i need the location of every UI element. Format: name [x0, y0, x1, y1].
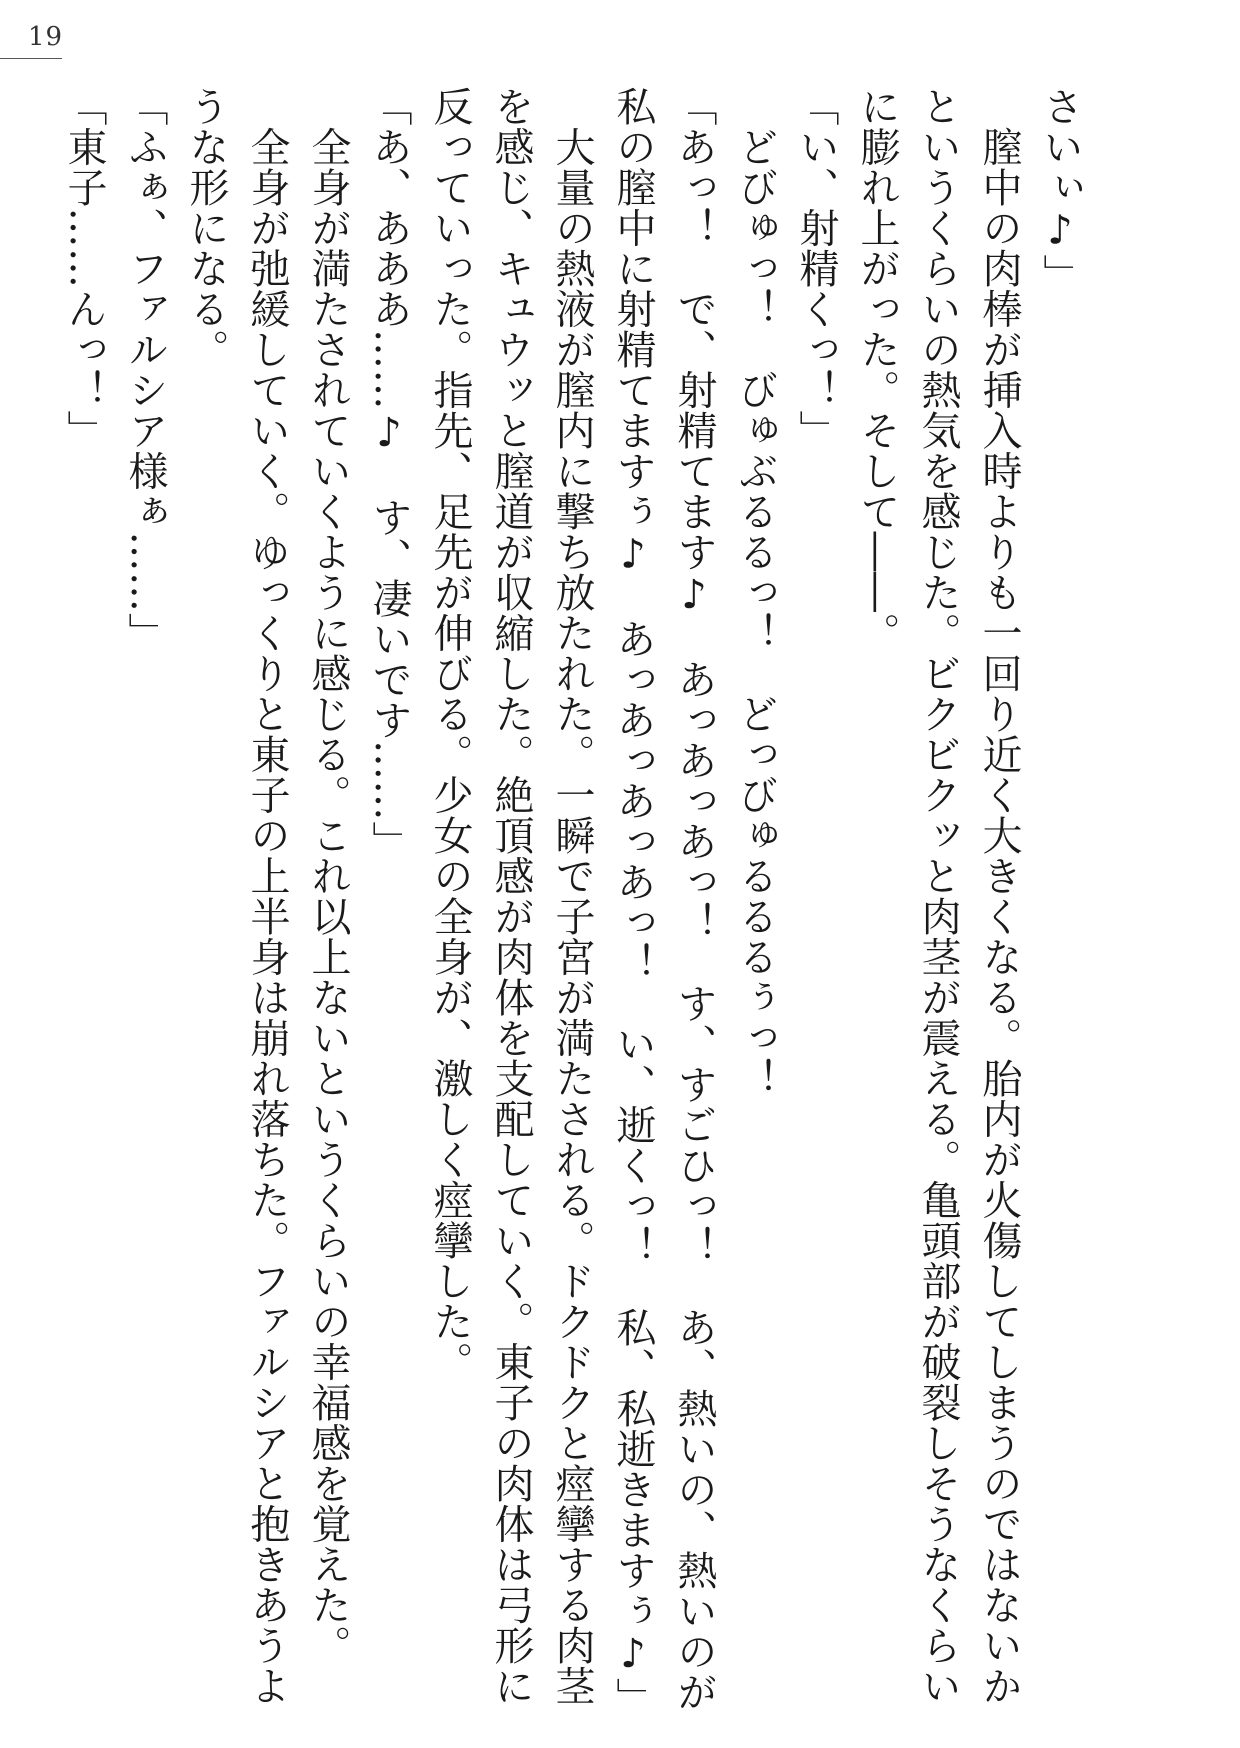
text-line: どびゅっ！ びゅぶるるっ！ どっびゅるるるぅっ！: [732, 86, 778, 1099]
text-line: 「い、射精くっ！」: [793, 86, 839, 451]
text-line: 「あ、あああ……♪ す、凄いです……」: [366, 86, 412, 862]
text-line: 大量の熱液が膣内に撃ち放たれた。一瞬で子宮が満たされる。ドクドクと痙攣する肉茎: [549, 86, 595, 1706]
page-rule: [0, 58, 62, 59]
text-line: 膣中の肉棒が挿入時よりも一回り近く大きくなる。胎内が火傷してしまうのではないか: [976, 86, 1022, 1706]
text-line: うな形になる。: [183, 86, 229, 370]
text-line: 反っていった。指先、足先が伸びる。少女の全身が、激しく痙攣した。: [427, 86, 473, 1382]
text-line: 「あっ！ で、射精てます♪ あっあっあっ！ す、すごひっ！ あ、熱いの、熱いのが: [671, 86, 717, 1712]
text-line: を感じ、キュウッと膣道が収縮した。絶頂感が肉体を支配していく。東子の肉体は弓形に: [488, 86, 534, 1706]
text-line: 「ふぁ、ファルシア様ぁ……」: [122, 86, 168, 653]
text-line: に膨れ上がった。そして――。: [854, 86, 900, 653]
text-line: 私の膣中に射精てますぅ♪ あっあっあっあっ！ い、逝くっ！ 私、私逝きますぅ♪」: [610, 86, 656, 1718]
text-line: 全身が満たされていくように感じる。これ以上ないというくらいの幸福感を覚えた。: [305, 86, 351, 1666]
text-line: さいぃ♪」: [1037, 86, 1083, 295]
page-number: 19: [28, 22, 64, 52]
text-line: 「東子……んっ！」: [61, 86, 107, 451]
text-line: 全身が弛緩していく。ゆっくりと東子の上半身は崩れ落ちた。ファルシアと抱きあうよ: [244, 86, 290, 1706]
body-text: [53, 86, 1090, 1718]
text-line: というくらいの熱気を感じた。ビクビクッと肉茎が震える。亀頭部が破裂しそうなくらい: [915, 86, 961, 1706]
